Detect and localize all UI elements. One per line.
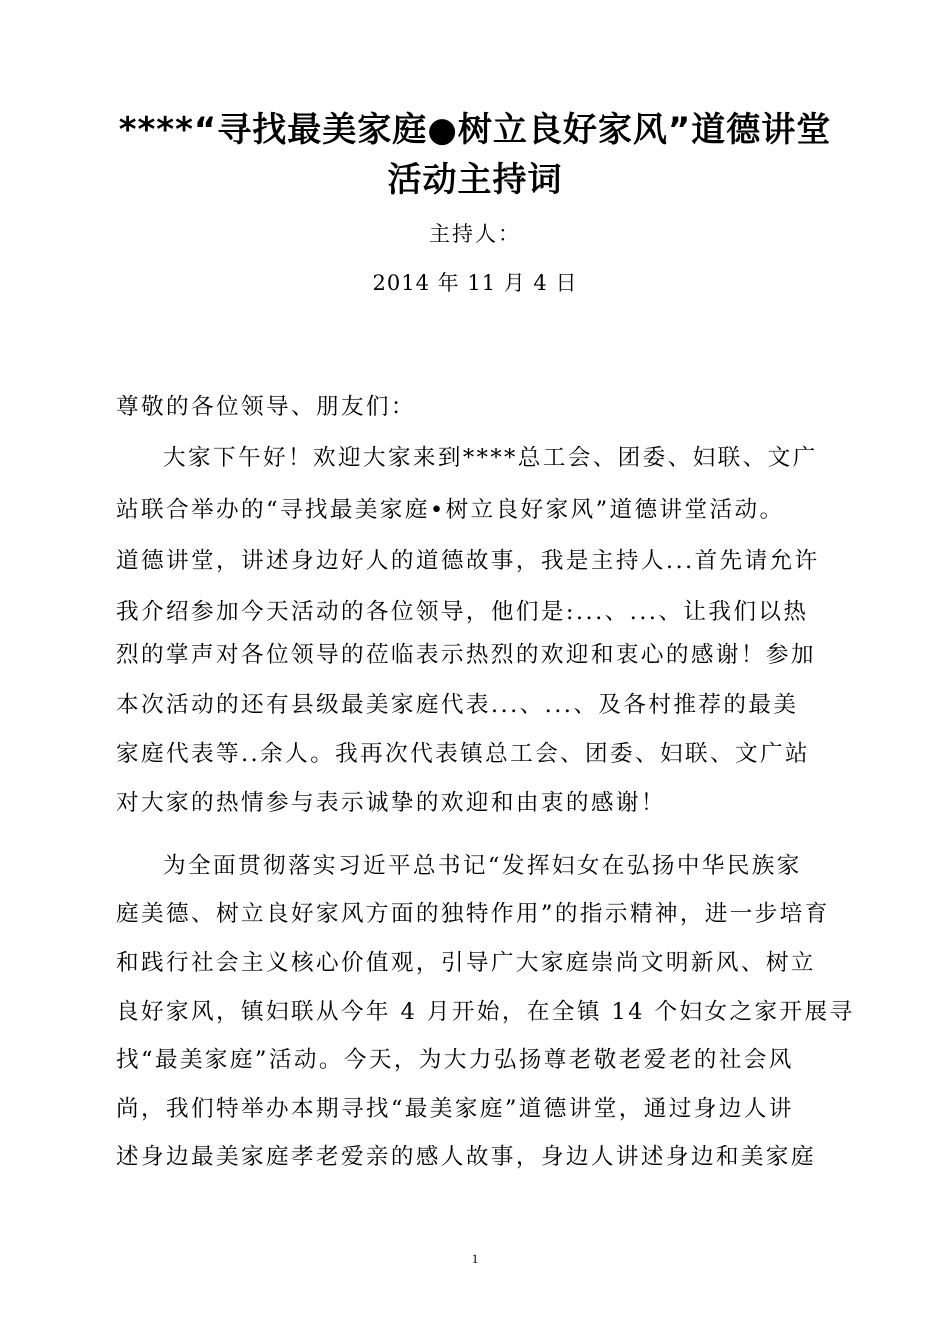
body-line: 家庭代表等..余人。我再次代表镇总工会、团委、妇联、文广站 <box>116 741 810 767</box>
document-title-line-1: ****“寻找最美家庭●树立良好家风”道德讲堂 <box>118 110 832 150</box>
body-line: 烈的掌声对各位领导的莅临表示热烈的欢迎和衷心的感谢！参加 <box>116 642 816 668</box>
body-line: 为全面贯彻落实习近平总书记“发挥妇女在弘扬中华民族家 <box>163 853 802 879</box>
salutation-line: 尊敬的各位领导、朋友们： <box>116 394 416 420</box>
body-line: 大家下午好！欢迎大家来到****总工会、团委、妇联、文广 <box>163 445 818 471</box>
document-date: 2014 年 11 月 4 日 <box>372 271 578 295</box>
host-label: 主持人： <box>429 222 521 246</box>
document-title-line-2: 活动主持词 <box>387 160 563 200</box>
body-line: 和践行社会主义核心价值观，引导广大家庭崇尚文明新风、树立 <box>116 950 816 976</box>
body-line: 庭美德、树立良好家风方面的独特作用”的指示精神，进一步培育 <box>116 901 830 927</box>
body-line: 对大家的热情参与表示诚挚的欢迎和由衷的感谢！ <box>116 790 666 816</box>
body-line: 本次活动的还有县级最美家庭代表...、...、及各村推荐的最美 <box>116 692 799 718</box>
body-line: 道德讲堂，讲述身边好人的道德故事，我是主持人...首先请允许 <box>116 548 820 574</box>
body-line: 找“最美家庭”活动。今天，为大力弘扬尊老敬老爱老的社会风 <box>116 1047 794 1073</box>
body-line: 站联合举办的“寻找最美家庭•树立良好家风”道德讲堂活动。 <box>116 497 785 523</box>
body-line: 述身边最美家庭孝老爱亲的感人故事，身边人讲述身边和美家庭 <box>116 1144 816 1170</box>
body-line: 尚，我们特举办本期寻找“最美家庭”道德讲堂，通过身边人讲 <box>116 1096 794 1122</box>
page-number: 1 <box>471 1251 479 1266</box>
body-line: 我介绍参加今天活动的各位领导，他们是:...、...、让我们以热 <box>116 599 809 625</box>
body-line: 良好家风，镇妇联从今年 4 月开始，在全镇 14 个妇女之家开展寻 <box>116 999 855 1025</box>
